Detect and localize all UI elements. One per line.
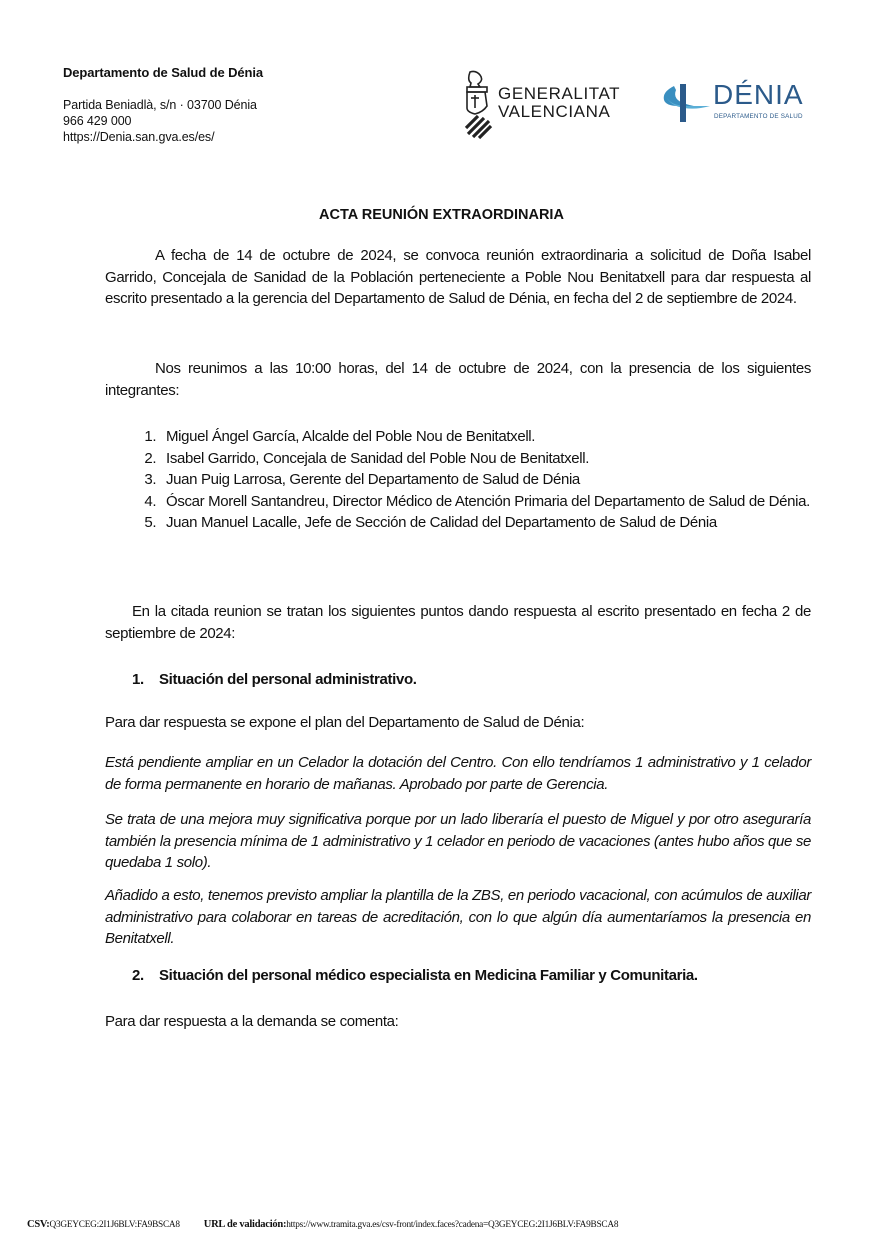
gva-crest-icon: [462, 70, 496, 140]
phone-number: 966 429 000: [63, 114, 132, 128]
section-2-heading: [132, 965, 698, 987]
attendee-item: 5. Juan Manuel Lacalle, Jefe de Sección de Calidad del Departamento de Salud de Dénia: [160, 512, 845, 534]
csv-value: Q3GEYCEG:2I1J6BLV:FA9BSCA8: [49, 1220, 180, 1230]
attendees-list: [132, 426, 845, 534]
section-heading-text: Situación del personal administrativo.: [159, 671, 417, 688]
denia-health-department-logo: [660, 80, 820, 130]
validation-url[interactable]: https://www.tramita.gva.es/csv-front/index.faces?cadena=Q3GEYCEG:2I1J6BLV:FA9BSCA8: [286, 1220, 619, 1230]
address-line: Partida Beniadlà, s/n · 03700 Dénia: [63, 98, 257, 112]
attendee-item: 4. Óscar Morell Santandreu, Director Médico de Atención Primaria del Departamento de Salud de Dénia.: [160, 491, 845, 513]
intro-paragraph: A fecha de 14 de octubre de 2024, se convoca reunión extraordinaria a solicitud de Doña Isabel Garrido, Concejala de Sanidad de la Población perteneciente a Poble Nou Benitatxell para dar respuesta al escrito presentado a la gerencia del Departamento de Salud de Dénia, en fecha del 2 de septiembre de 2024.: [105, 247, 811, 307]
points-paragraph: En la citada reunion se tratan los siguientes puntos dando respuesta al escrito presentado en fecha 2 de septiembre de 2024:: [105, 603, 811, 642]
meeting-paragraph: Nos reunimos a las 10:00 horas, del 14 de octubre de 2024, con la presencia de los siguientes integrantes:: [105, 360, 811, 399]
url-label: URL de validación:: [203, 1219, 287, 1230]
denia-cross-wave-icon: [660, 82, 712, 126]
section-1-paragraph-2: Se trata de una mejora muy significativa porque por un lado liberaría el puesto de Miguel y por otro aseguraría también la presencia mínima de 1 administrativo y 1 celador en periodo de vacaciones (antes hubo años que se quedaba 1 solo).: [105, 811, 811, 871]
validation-footer: [27, 1219, 618, 1230]
section-1-heading: [132, 669, 417, 691]
section-heading-text: Situación del personal médico especialista en Medicina Familiar y Comunitaria.: [159, 967, 698, 984]
attendee-item: 3. Juan Puig Larrosa, Gerente del Departamento de Salud de Dénia: [160, 469, 845, 491]
document-title: ACTA REUNIÓN EXTRAORDINARIA: [319, 207, 564, 223]
department-name: Departamento de Salud de Dénia: [63, 65, 263, 80]
denia-logo-name: DÉNIA: [713, 79, 804, 110]
denia-logo-subtitle: DEPARTAMENTO DE SALUD: [714, 113, 803, 120]
attendee-item: 2. Isabel Garrido, Concejala de Sanidad del Poble Nou de Benitatxell.: [160, 448, 845, 470]
section-number: 2.: [132, 967, 144, 984]
gva-logo-line2: VALENCIANA: [498, 102, 611, 121]
attendee-item: 1. Miguel Ángel García, Alcalde del Poble Nou de Benitatxell.: [160, 426, 845, 448]
section-1-paragraph-1: Está pendiente ampliar en un Celador la dotación del Centro. Con ello tendríamos 1 administrativo y 1 celador de forma permanente en horario de mañanas. Aprobado por parte de Gerencia.: [105, 754, 811, 793]
section-2-lead: Para dar respuesta a la demanda se comenta:: [105, 1013, 399, 1030]
csv-label: CSV:: [27, 1219, 50, 1230]
website-link[interactable]: https://Denia.san.gva.es/es/: [63, 130, 215, 144]
gva-logo-line1: GENERALITAT: [498, 84, 621, 103]
section-number: 1.: [132, 671, 144, 688]
section-1-lead: Para dar respuesta se expone el plan del Departamento de Salud de Dénia:: [105, 714, 585, 731]
section-1-paragraph-3: Añadido a esto, tenemos previsto ampliar la plantilla de la ZBS, en periodo vacacional, con acúmulos de auxiliar administrativo para colaborar en tareas de acreditación, con lo que algún día aumentaríamos la presencia en Benitatxell.: [105, 887, 811, 947]
generalitat-valenciana-logo: [462, 70, 632, 140]
